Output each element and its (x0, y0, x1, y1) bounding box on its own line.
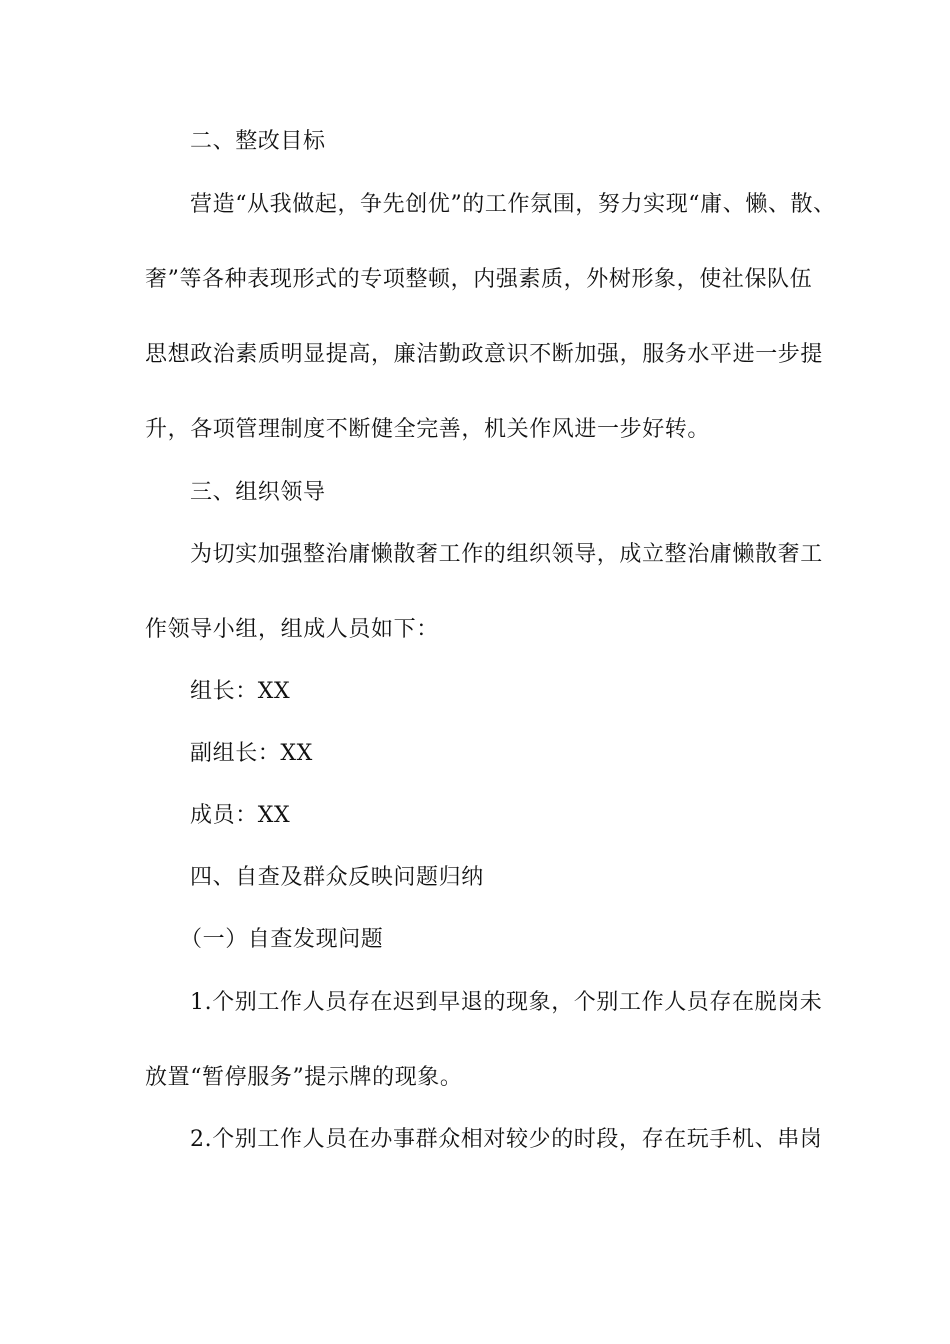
members: 成员：XX (190, 803, 291, 828)
deputy-leader: 副组长：XX (190, 741, 313, 766)
goal-paragraph-line: 思想政治素质明显提高，廉洁勤政意识不断加强，服务水平进一步提 (145, 342, 824, 367)
org-paragraph-line: 作领导小组，组成人员如下： (145, 617, 439, 642)
section-heading-issues: 四、自查及群众反映问题归纳 (190, 865, 484, 890)
goal-paragraph-line: 升，各项管理制度不断健全完善，机关作风进一步好转。 (145, 417, 711, 442)
subheading-self-check: （一）自查发现问题 (180, 927, 384, 952)
issue-item-line: 1.个别工作人员存在迟到早退的现象，个别工作人员存在脱岗未 (190, 990, 823, 1015)
goal-paragraph-line: 奢”等各种表现形式的专项整顿，内强素质，外树形象，使社保队伍 (145, 267, 813, 292)
section-heading-goals: 二、整改目标 (190, 129, 326, 154)
org-paragraph-line: 为切实加强整治庸懒散奢工作的组织领导，成立整治庸懒散奢工 (190, 542, 823, 567)
issue-item-line: 2.个别工作人员在办事群众相对较少的时段，存在玩手机、串岗 (190, 1127, 823, 1152)
issue-item-line: 放置“暂停服务”提示牌的现象。 (145, 1065, 463, 1090)
group-leader: 组长：XX (190, 679, 291, 704)
section-heading-organization: 三、组织领导 (190, 480, 326, 505)
goal-paragraph-line: 营造“从我做起，争先创优”的工作氛围，努力实现“庸、懒、散、 (190, 192, 836, 217)
